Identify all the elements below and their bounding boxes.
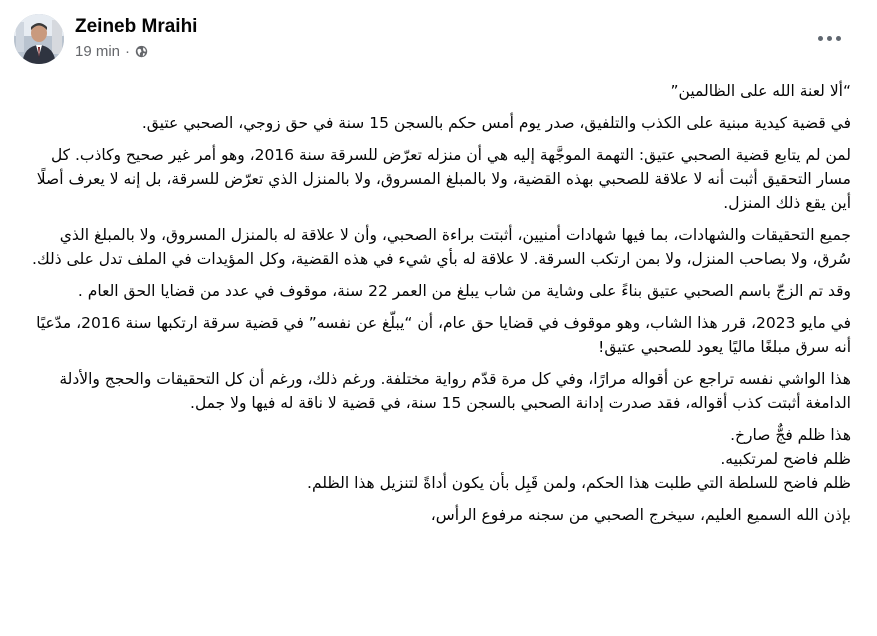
post-paragraph: هذا الواشي نفسه تراجع عن أقواله مرارًا، وفي كل مرة قدّم رواية مختلفة. ورغم ذلك، ورغم أن كل التحقيقات والحجج والأدلة الدامغة أثبتت كذب أقواله، فقد صدرت إدانة الصحبي بالسجن 15 سنة، في قضية لا ناقة له فيها ولا جمل. <box>59 370 851 412</box>
meta-separator: · <box>125 43 131 60</box>
closing-line: هذا ظلم فجٌّ صارخ. <box>730 426 851 444</box>
closing-lines <box>30 423 851 495</box>
post-paragraph: وقد تم الزجّ باسم الصحبي عتيق بناءً على وشاية من شاب يبلغ من العمر 22 سنة، موقوف في عدد من قضايا الحق العام . <box>77 282 851 300</box>
post-paragraph: جميع التحقيقات والشهادات، بما فيها شهادات أمنيين، أثبتت براءة الصحبي، وأن لا علاقة له بالمنزل المسروق، ولا بالمبلغ الذي سُرق، ولا بصاحب المنزل، ولا بمن ارتكب السرقة. لا علاقة له بأي شيء في هذه القضية، وكل المؤيدات في الملف تدل على ذلك. <box>32 226 851 268</box>
closing-line: ظلم فاضح للسلطة التي طلبت هذا الحكم، ولمن قَبِل بأن يكون أداةً لتنزيل هذا الظلم. <box>307 474 851 492</box>
post-paragraph: في قضية كيدية مبنية على الكذب والتلفيق، صدر يوم أمس حكم بالسجن 15 سنة في حق زوجي، الصحبي عتيق. <box>141 114 851 132</box>
post-final-line: بإذن الله السميع العليم، سيخرج الصحبي من سجنه مرفوع الرأس، <box>430 506 851 524</box>
post-paragraph: في مايو 2023، قرر هذا الشاب، وهو موقوف في قضايا حق عام، أن “يبلّغ عن نفسه” في قضية سرقة ارتكبها سنة 2016، مدّعيًا أنه سرق مبلغًا ماليًا يعود للصحبي عتيق! <box>36 314 851 356</box>
avatar-portrait-icon <box>14 14 64 64</box>
post-meta <box>75 14 197 60</box>
author-avatar[interactable] <box>14 14 64 64</box>
closing-line: ظلم فاضح لمرتكبيه. <box>720 450 851 468</box>
post-timestamp[interactable]: 19 min <box>75 43 121 60</box>
post-header <box>14 14 197 66</box>
globe-icon[interactable] <box>135 45 148 58</box>
more-options-icon[interactable] <box>811 28 847 48</box>
author-name[interactable]: Zeineb Mraihi <box>75 16 198 37</box>
post-body <box>30 79 851 535</box>
post-paragraph: “ألا لعنة الله على الظالمين” <box>670 82 851 100</box>
post-subline <box>75 43 197 60</box>
post-paragraph: لمن لم يتابع قضية الصحبي عتيق: التهمة الموجَّهة إليه هي أن منزله تعرّض للسرقة سنة 2016، وهو أمر غير صحيح وكاذب. كل مسار التحقيق أثبت أنه لا علاقة للصحبي بهذه القضية، ولا بالمبلغ المسروق، ولا بالمنزل الذي تعرّض للسرقة، بل إنه لا يعرف أصلًا أين يقع ذلك المنزل. <box>36 146 851 212</box>
